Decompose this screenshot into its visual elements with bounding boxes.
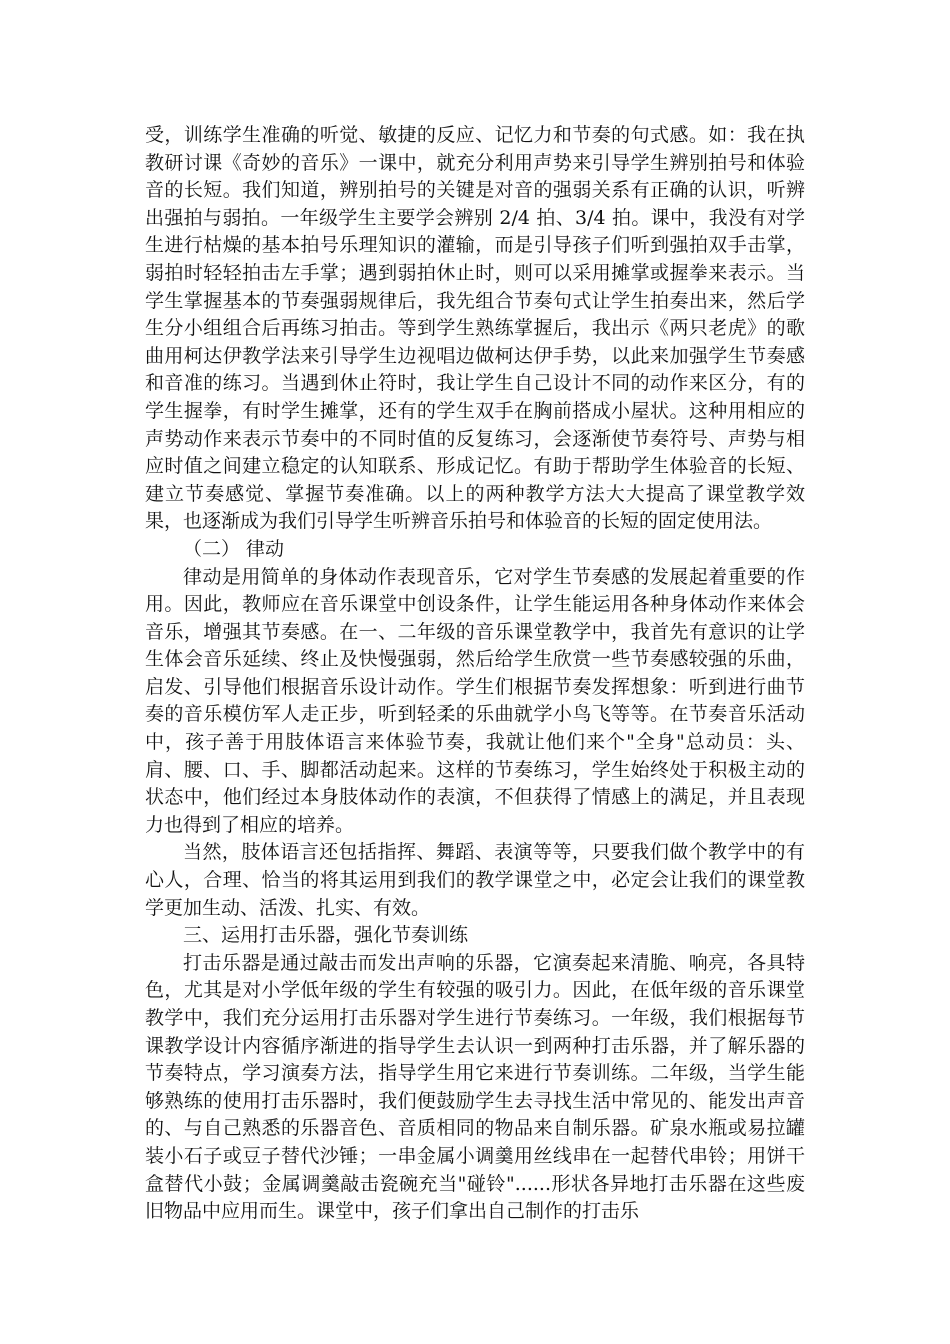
body-paragraph: 打击乐器是通过敲击而发出声响的乐器，它演奏起来清脆、响亮，各具特色，尤其是对小学低年级的学生有较强的吸引力。因此，在低年级的音乐课堂教学中，我们充分运用打击乐器对学生进行节奏练习。一年级，我们根据每节课教学设计内容循序渐进的指导学生去认识一到两种打击乐器，并了解乐器的节奏特点，学习演奏方法，指导学生用它来进行节奏训练。二年级，当学生能够熟练的使用打击乐器时，我们便鼓励学生去寻找生活中常见的、能发出声音的、与自己熟悉的乐器音色、音质相同的物品来自制乐器。矿泉水瓶或易拉罐装小石子或豆子替代沙锤；一串金属小调羹用丝线串在一起替代串铃；用饼干盒替代小鼓；金属调羹敲击瓷碗充当"碰铃"......形状各异地打击乐器在这些废旧物品中应用而生。课堂中，孩子们拿出自己制作的打击乐 [145, 951, 805, 1223]
body-paragraph: 当然，肢体语言还包括指挥、舞蹈、表演等等，只要我们做个教学中的有心人，合理、恰当的将其运用到我们的教学课堂之中，必定会让我们的课堂教学更加生动、活泼、扎实、有效。 [145, 841, 805, 919]
body-paragraph: 律动是用简单的身体动作表现音乐，它对学生节奏感的发展起着重要的作用。因此，教师应在音乐课堂中创设条件，让学生能运用各种身体动作来体会音乐，增强其节奏感。在一、二年级的音乐课堂教学中，我首先有意识的让学生体会音乐延续、终止及快慢强弱，然后给学生欣赏一些节奏感较强的乐曲，启发、引导他们根据音乐设计动作。学生们根据节奏发挥想象：听到进行曲节奏的音乐模仿军人走正步，听到轻柔的乐曲就学小鸟飞等等。在节奏音乐活动中，孩子善于用肢体语言来体验节奏，我就让他们来个"全身"总动员：头、肩、腰、口、手、脚都活动起来。这样的节奏练习，学生始终处于积极主动的状态中，他们经过本身肢体动作的表演，不但获得了情感上的满足，并且表现力也得到了相应的培养。 [145, 565, 805, 836]
document-body [145, 122, 805, 1226]
section-heading: 三、运用打击乐器，强化节奏训练 [183, 924, 469, 947]
body-paragraph: 受，训练学生准确的听觉、敏捷的反应、记忆力和节奏的句式感。如：我在执教研讨课《奇妙的音乐》一课中，就充分利用声势来引导学生辨别拍号和体验音的长短。我们知道，辨别拍号的关键是对音的强弱关系有正确的认识，听辨出强拍与弱拍。一年级学生主要学会辨别 2/4 拍、3/4 拍。课中，我没有对学生进行枯燥的基本拍号乐理知识的灌输，而是引导孩子们听到强拍双手击掌，弱拍时轻轻拍击左手掌；遇到弱拍休止时，则可以采用摊掌或握拳来表示。当学生掌握基本的节奏强弱规律后，我先组合节奏句式让学生拍奏出来，然后学生分小组组合后再练习拍击。等到学生熟练掌握后，我出示《两只老虎》的歌曲用柯达伊教学法来引导学生边视唱边做柯达伊手势，以此来加强学生节奏感和音准的练习。当遇到休止符时，我让学生自己设计不同的动作来区分，有的学生握拳，有时学生摊掌，还有的学生双手在胸前搭成小屋状。这种用相应的声势动作来表示节奏中的不同时值的反复练习，会逐渐使节奏符号、声势与相应时值之间建立稳定的认知联系、形成记忆。有助于帮助学生体验音的长短、建立节奏感觉、掌握节奏准确。以上的两种教学方法大大提高了课堂教学效果，也逐渐成为我们引导学生听辨音乐拍号和体验音的长短的固定使用法。 [145, 124, 805, 533]
section-heading: （二） 律动 [183, 537, 285, 560]
